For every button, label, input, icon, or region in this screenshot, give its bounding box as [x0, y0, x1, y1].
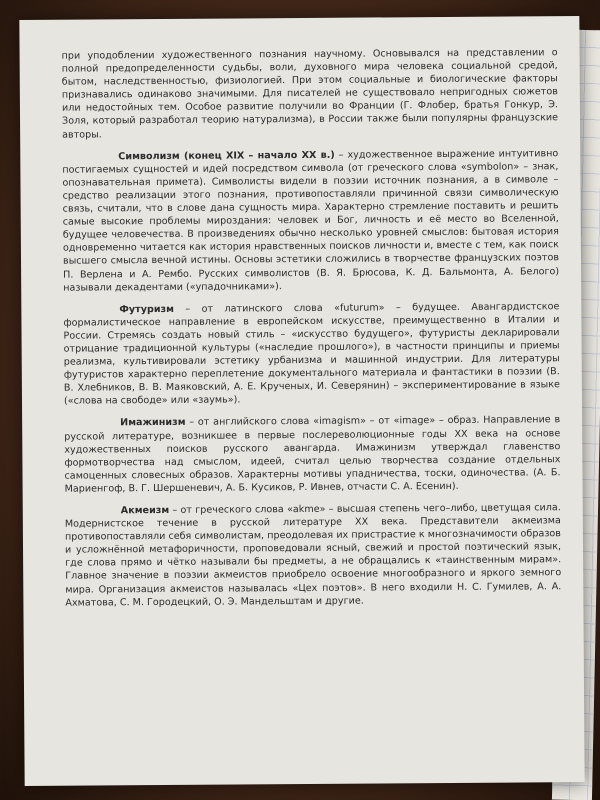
section-acmeism — [65, 501, 562, 609]
book-page — [19, 16, 584, 786]
term-futurism: Футуризм — [119, 303, 174, 315]
section-imagism — [64, 414, 561, 496]
term-acmeism: Акмеизм — [120, 504, 170, 517]
term-imagism: Имажинизм — [120, 417, 186, 429]
definition-acmeism: – от греческого слова «akme» – высшая степень чего–либо, цветущая сила. Модернистское течение в русской литературе XX века. Представители акмеизма противопоставляли себя символистам, преодолевая их пристрастие к многозначимости образов и усложнённой метафоричности, проповедовали ясный, свежий и простой поэтический язык, где слова прямо и чётко называли бы предметы, а не обращались к «таинственным мирам». Главное значение в поэзии акмеистов приобрело освоение многообразного и яркого земного мира. Организация акмеистов называлась «Цех поэтов». В него входили Н. С. Гумилев, А. А. Ахматова, С. М. Городецкий, О. Э. Мандельштам и другие. — [64, 502, 562, 609]
page-content — [62, 46, 562, 609]
definition-imagism: – от английского слова «imagism» – от «image» – образ. Направление в русской литературе, возникшее в первые послереволюционные годы XX века на основе художественных поисков русского авангарда. Имажинизм утверждал главенство формотворчества над смыслом, идеей, считал целью творчества создание отдельных самоценных словесных образов. Характерны мотивы упадничества, тоски, одиночества. (А. Б. Мариенгоф, В. Г. Шершеневич, А. Б. Кусиков, Р. Ивнев, отчасти С. А. Есенин). — [64, 414, 561, 495]
section-futurism — [63, 300, 560, 408]
section-symbolism — [62, 147, 559, 294]
term-symbolism: Символизм (конец XIX – начало XX в.) — [118, 149, 335, 162]
definition-symbolism: – художественное выражение интуитивно постигаемых сущностей и идей посредством символа (от греческого слова «symbolon» – знак, опознавательная примета). Символисты видели в поэзии источник познания, а в символе – средство реализации этого познания, противопоставляли причинной связи символическую связь, считали, что в слове дана сущность мира. Характерно стремление поставить и решить самые высокие проблемы мироздания: человек и Бог, личность и её место во Вселенной, будущее человечества. В произведениях обычно несколько уровней смыслов: бытовая история одновременно читается как история нравственных поисков личности и, вместе с тем, как поиск высшего смысла вечной истины. Основы эстетики сложились в творчестве французских поэтов П. Верлена и А. Рембо. Русских символистов (В. Я. Брюсова, К. Д. Бальмонта, А. Белого) называли декадентами («упадочниками»). — [62, 147, 560, 294]
intro-paragraph: при уподоблении художественного познания научному. Основывался на представлении о полной предопределенности судьбы, воли, духовного мира человека социальной средой, бытом, наследственностью, физиологией. При этом социальные и биологические факторы признавались одинаково значимыми. Для писателей не существовало непригодных сюжетов или недостойных тем. Особое развитие получили во Франции (Г. Флобер, братья Гонкур, Э. Золя, который разработал теорию натурализма), в России также были популярны французские авторы. — [61, 47, 559, 141]
definition-futurism: – от латинского слова «futurum» – будущее. Авангардистское формалистическое направление в европейском искусстве, преимущественно в Италии и России. Стремясь создать новый стиль – «искусство будущего», футуристы декларировали отрицание традиционной культуры («наследие прошлого»), в частности принципы и приемы реализма, культивировали эстетику урбанизма и машинной индустрии. Для литературы футуристов характерно переплетение документального материала и фантастики в поэзии (В. В. Хлебников, В. В. Маяковский, А. Е. Крученых, И. Северянин) – экспериментирование в языке («слова на свободе» или «заумь»). — [63, 300, 560, 408]
